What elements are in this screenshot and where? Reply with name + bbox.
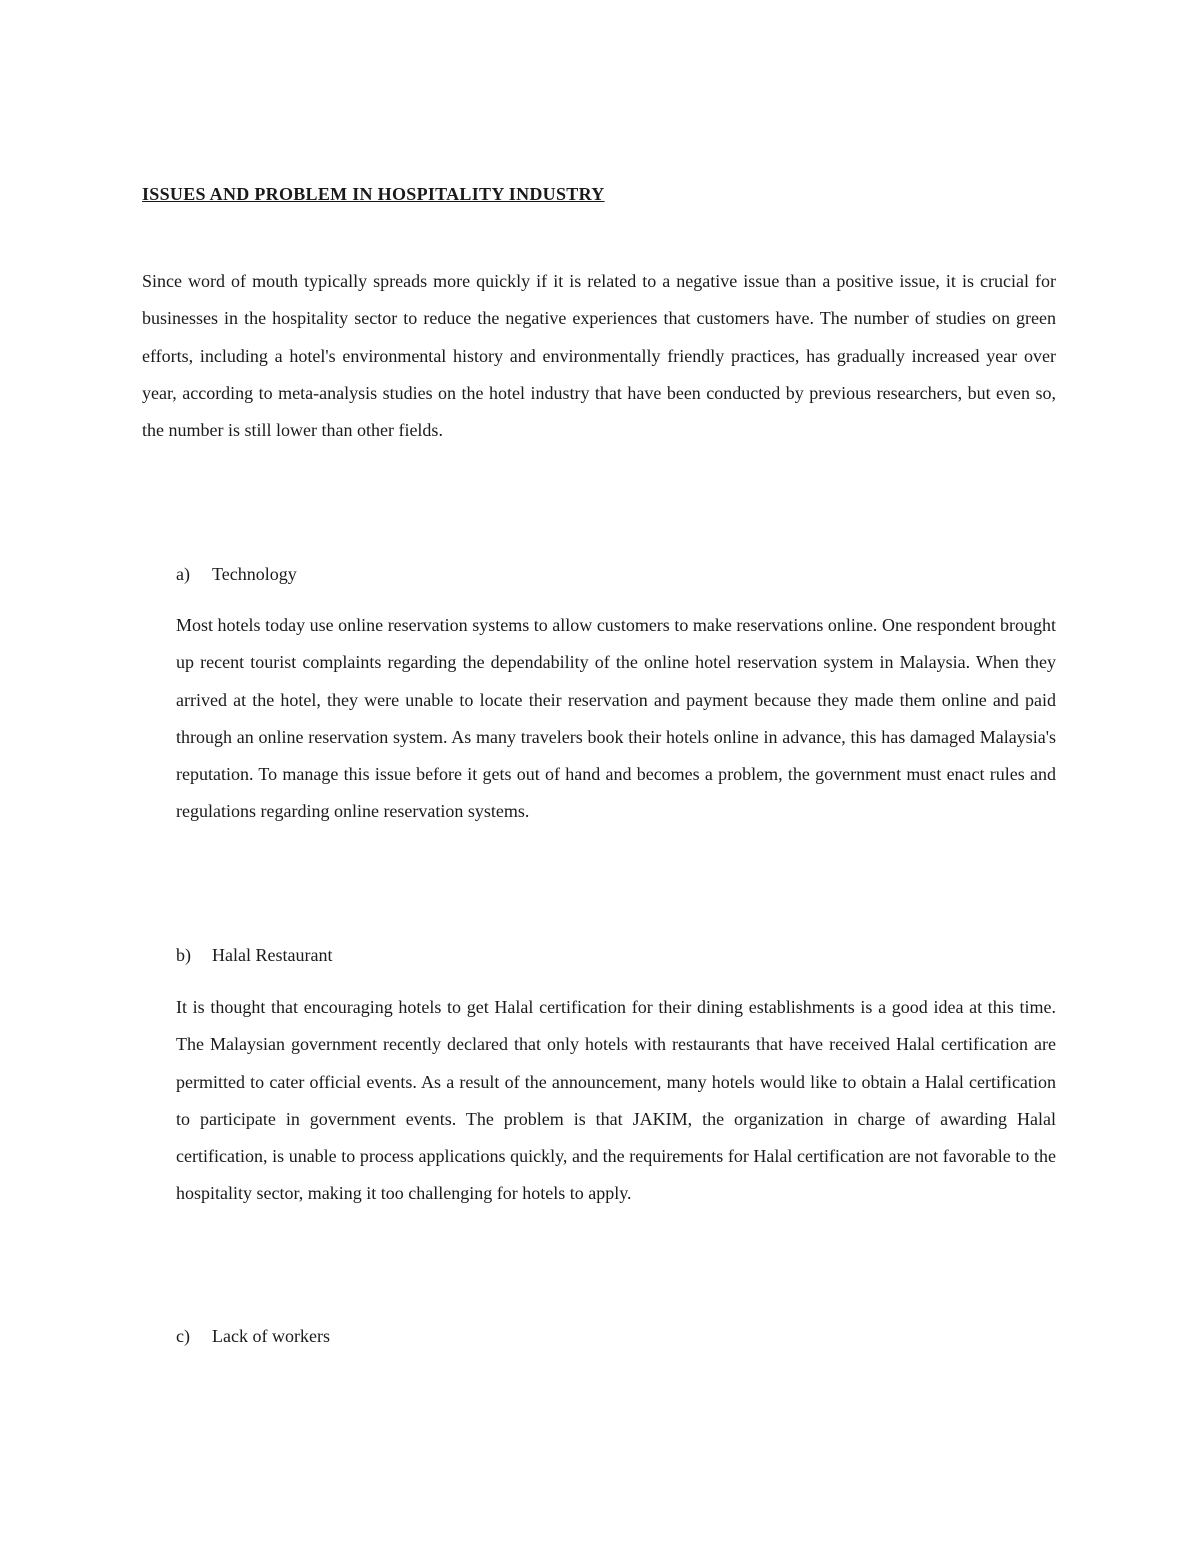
section-heading-lack-of-workers [176,1324,330,1348]
section-title: Technology [212,564,297,584]
section-marker: b) [176,945,191,965]
intro-paragraph: Since word of mouth typically spreads more quickly if it is related to a negative issue than a positive issue, it is crucial for businesses in the hospitality sector to reduce the negative experiences that customers have. The number of studies on green efforts, including a hotel's environmental history and environmentally friendly practices, has gradually increased year over year, according to meta-analysis studies on the hotel industry that have been conducted by previous researchers, but even so, the number is still lower than other fields. [142,271,1056,441]
document-title: ISSUES AND PROBLEM IN HOSPITALITY INDUSTRY [142,184,605,204]
section-marker: c) [176,1326,190,1346]
section-heading-halal-restaurant [176,943,332,967]
section-heading-technology [176,562,297,586]
section-body-halal-restaurant: It is thought that encouraging hotels to get Halal certification for their dining establishments is a good idea at this time. The Malaysian government recently declared that only hotels with restaurants that have received Halal certification are permitted to cater official events. As a result of the announcement, many hotels would like to obtain a Halal certification to participate in government events. The problem is that JAKIM, the organization in charge of awarding Halal certification, is unable to process applications quickly, and the requirements for Halal certification are not favorable to the hospitality sector, making it too challenging for hotels to apply. [176,997,1056,1204]
section-marker: a) [176,564,190,584]
section-title: Lack of workers [212,1326,330,1346]
section-title: Halal Restaurant [212,945,333,965]
section-body-technology: Most hotels today use online reservation systems to allow customers to make reservations online. One respondent brought up recent tourist complaints regarding the dependability of the online hotel reservation system in Malaysia. When they arrived at the hotel, they were unable to locate their reservation and payment because they made them online and paid through an online reservation system. As many travelers book their hotels online in advance, this has damaged Malaysia's reputation. To manage this issue before it gets out of hand and becomes a problem, the government must enact rules and regulations regarding online reservation systems. [176,615,1056,822]
